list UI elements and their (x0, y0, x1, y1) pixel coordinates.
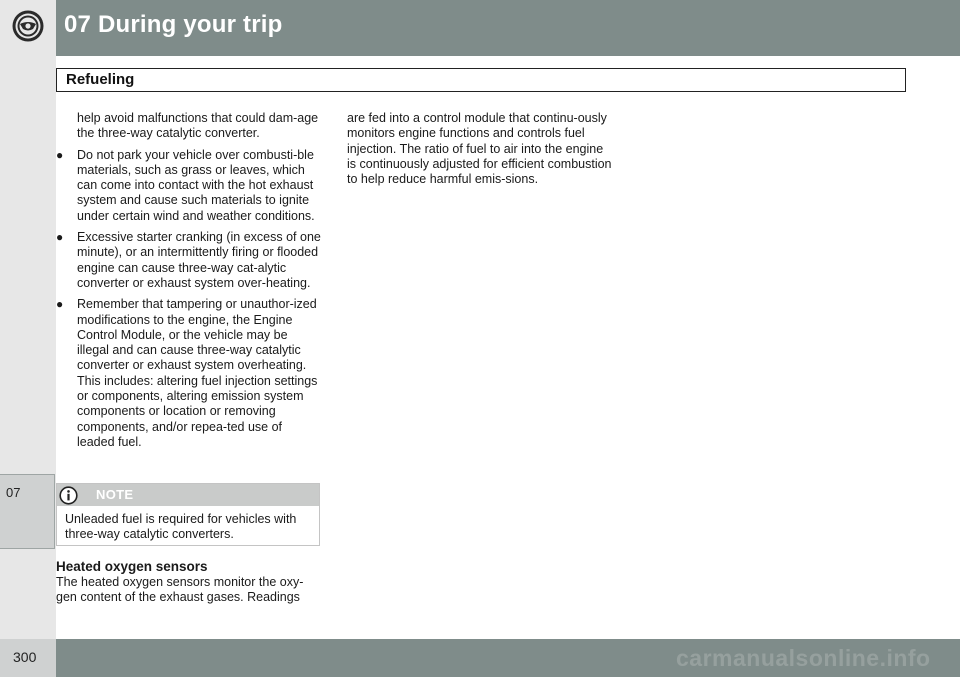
info-icon (59, 486, 78, 505)
note-body: Unleaded fuel is required for vehicles with three-way catalytic converters. (65, 512, 297, 541)
list-item (56, 230, 322, 291)
section-title-bar (56, 68, 906, 92)
list-item-text: Do not park your vehicle over combusti-ble materials, such as grass or leaves, which can come into contact with the hot exhaust system and cause such materials to ignite under certain wind and weather conditions. (77, 147, 315, 223)
right-column-paragraph: are fed into a control module that continu-ously monitors engine functions and controls fuel injection. The ratio of fuel to air into the engine is continuously adjusted for efficient combustion to help reduce harmful emis-sions. (347, 111, 612, 187)
chapter-title: 07 During your trip (64, 11, 283, 38)
section-title: Refueling (66, 71, 135, 88)
text-column-left (56, 111, 322, 450)
side-strip (0, 56, 56, 639)
subsection-heading: Heated oxygen sensors (56, 559, 208, 574)
note-title: NOTE (96, 487, 134, 502)
bullet-icon: ● (56, 230, 64, 245)
text-column-right (347, 111, 612, 187)
watermark: carmanualsonline.info (676, 645, 931, 671)
steering-wheel-logo (0, 0, 56, 56)
list-item-text: Excessive starter cranking (in excess of one minute), or an intermittently firing or flooded engine can cause three-way cat-alytic converter or exhaust system over-heating. (77, 230, 321, 290)
note-box (56, 483, 320, 546)
bullet-icon: ● (56, 147, 64, 162)
list-item (56, 297, 322, 450)
page-number: 300 (13, 649, 37, 665)
list-item (56, 147, 322, 224)
bullet-icon: ● (56, 297, 64, 312)
steering-wheel-icon (11, 9, 45, 43)
list-item-text: Remember that tampering or unauthor-ized modifications to the engine, the Engine Control Module, or the vehicle may be illegal and can cause three-way catalytic converter or exhaust system overheating. This includes: altering fuel injection settings or components, altering emission system components or location or removing components, and/or repea-ted use of leaded fuel. (77, 297, 318, 449)
note-header (57, 484, 319, 506)
subsection-text: The heated oxygen sensors monitor the oxy-gen content of the exhaust gases. Readings (56, 575, 304, 605)
intro-paragraph: help avoid malfunctions that could dam-age the three-way catalytic converter. (77, 111, 319, 141)
chapter-tab-label: 07 (6, 485, 21, 500)
